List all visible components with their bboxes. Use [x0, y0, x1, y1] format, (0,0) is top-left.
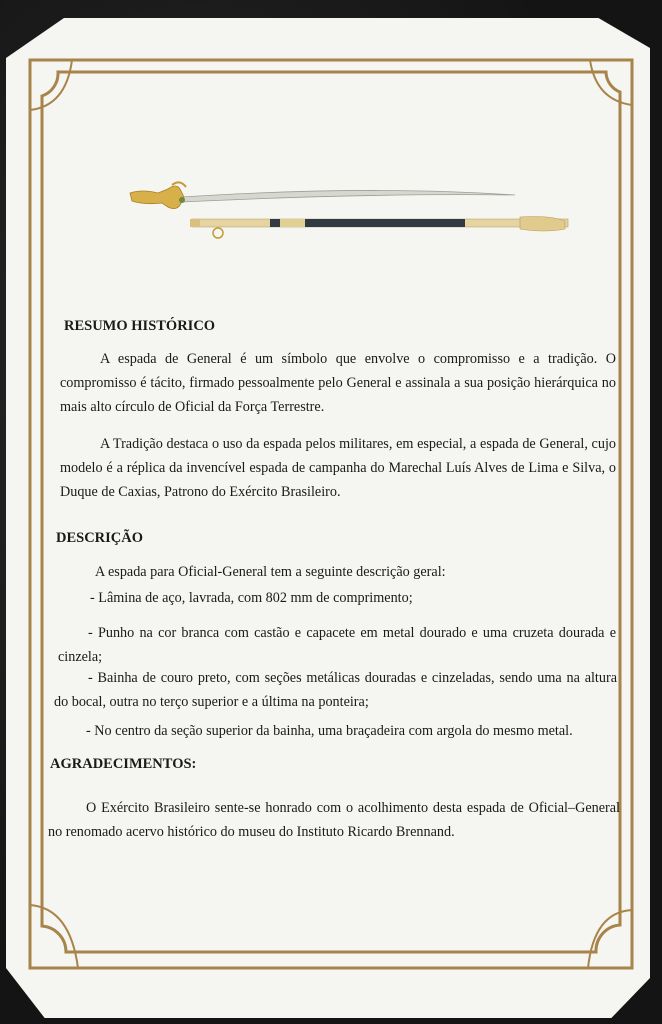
historico-paragraph-1: A espada de General é um símbolo que envolve o compromisso e a tradição. O compromisso é tácito, firmado pessoalmente pelo General e assinala a sua posição hierárquica no mais alto círculo de Oficial da Força Terrestre. — [60, 351, 616, 415]
descricao-item-1: - Lâmina de aço, lavrada, com 802 mm de comprimento; — [90, 590, 413, 606]
descricao-item-3: - Bainha de couro preto, com seções metálicas douradas e cinzeladas, sendo uma na altura do bocal, outra no terço superior e a última na ponteira; — [54, 670, 617, 710]
descricao-heading: DESCRIÇÃO — [56, 530, 144, 546]
agradecimentos-paragraph: O Exército Brasileiro sente-se honrado com o acolhimento desta espada de Oficial–General no renomado acervo histórico do museu do Instituto Ricardo Brennand. — [48, 800, 620, 840]
descricao-item-2: - Punho na cor branca com castão e capacete em metal dourado e uma cruzeta dourada e cinzela; — [58, 625, 616, 665]
agradecimentos-heading: AGRADECIMENTOS: — [50, 756, 197, 772]
descricao-intro: A espada para Oficial-General tem a seguinte descrição geral: — [95, 564, 446, 580]
historico-heading: RESUMO HISTÓRICO — [64, 318, 216, 334]
historico-paragraph-2: A Tradição destaca o uso da espada pelos militares, em especial, a espada de General, cujo modelo é a réplica da invencível espada de campanha do Marechal Luís Alves de Lima e Silva, o Duque de Caxias, Patrono do Exército Brasileiro. — [60, 436, 616, 500]
descricao-item-4: - No centro da seção superior da bainha, uma braçadeira com argola do mesmo metal. — [86, 723, 573, 739]
sword-illustration — [120, 175, 570, 245]
